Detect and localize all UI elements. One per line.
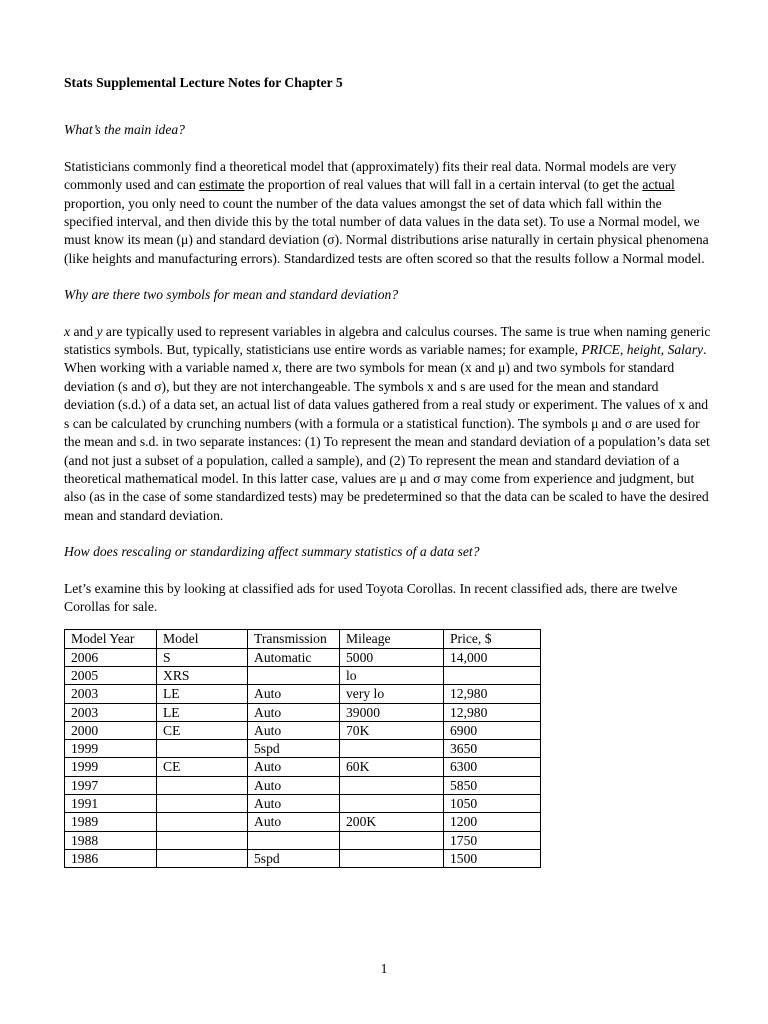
table-cell: 1988 bbox=[65, 831, 157, 849]
table-cell bbox=[444, 666, 541, 684]
table-row bbox=[65, 740, 541, 758]
question-two-symbols: Why are there two symbols for mean and standard deviation? bbox=[64, 287, 399, 303]
table-cell bbox=[340, 795, 444, 813]
table-row bbox=[65, 721, 541, 739]
table-cell: very lo bbox=[340, 685, 444, 703]
table-cell bbox=[157, 831, 248, 849]
header-model: Model bbox=[157, 630, 248, 648]
header-transmission: Transmission bbox=[248, 630, 340, 648]
table-cell: CE bbox=[157, 721, 248, 739]
table-cell bbox=[157, 813, 248, 831]
table-cell: Auto bbox=[248, 795, 340, 813]
table-row bbox=[65, 776, 541, 794]
table-cell: 6900 bbox=[444, 721, 541, 739]
table-row bbox=[65, 685, 541, 703]
table-cell: 2006 bbox=[65, 648, 157, 666]
table-row bbox=[65, 795, 541, 813]
table-cell: 12,980 bbox=[444, 703, 541, 721]
table-cell bbox=[248, 831, 340, 849]
table-cell: 1997 bbox=[65, 776, 157, 794]
table-cell: 200K bbox=[340, 813, 444, 831]
table-cell: 1991 bbox=[65, 795, 157, 813]
page-number: 1 bbox=[380, 961, 388, 976]
table-row bbox=[65, 758, 541, 776]
table-cell: 70K bbox=[340, 721, 444, 739]
table-cell bbox=[157, 849, 248, 867]
table-cell: LE bbox=[157, 685, 248, 703]
table-cell: XRS bbox=[157, 666, 248, 684]
table-cell: 14,000 bbox=[444, 648, 541, 666]
table-cell: CE bbox=[157, 758, 248, 776]
table-cell: 1999 bbox=[65, 758, 157, 776]
table-cell: 39000 bbox=[340, 703, 444, 721]
table-cell bbox=[157, 795, 248, 813]
question-main-idea: What’s the main idea? bbox=[64, 122, 185, 138]
table-cell: 5000 bbox=[340, 648, 444, 666]
header-mileage: Mileage bbox=[340, 630, 444, 648]
table-row bbox=[65, 813, 541, 831]
header-model-year: Model Year bbox=[65, 630, 157, 648]
table-cell: S bbox=[157, 648, 248, 666]
table-cell: Auto bbox=[248, 685, 340, 703]
table-cell: Auto bbox=[248, 813, 340, 831]
table-cell: 6300 bbox=[444, 758, 541, 776]
corolla-table bbox=[64, 629, 541, 868]
document-page bbox=[64, 74, 712, 868]
table-cell: lo bbox=[340, 666, 444, 684]
table-cell: 60K bbox=[340, 758, 444, 776]
table-cell: 12,980 bbox=[444, 685, 541, 703]
table-cell: 1999 bbox=[65, 740, 157, 758]
table-cell: Auto bbox=[248, 758, 340, 776]
table-cell: 5spd bbox=[248, 740, 340, 758]
table-cell: 1500 bbox=[444, 849, 541, 867]
table-cell: 5spd bbox=[248, 849, 340, 867]
table-cell bbox=[157, 776, 248, 794]
table-cell bbox=[340, 849, 444, 867]
table-cell: Auto bbox=[248, 703, 340, 721]
table-cell: 3650 bbox=[444, 740, 541, 758]
table-cell: 2005 bbox=[65, 666, 157, 684]
table-header-row bbox=[65, 630, 541, 648]
table-cell bbox=[340, 776, 444, 794]
table-cell: 2000 bbox=[65, 721, 157, 739]
table-cell: Auto bbox=[248, 776, 340, 794]
header-price: Price, $ bbox=[444, 630, 541, 648]
paragraph-corollas: Let’s examine this by looking at classified ads for used Toyota Corollas. In recent classified ads, there are twelve Corollas for sale. bbox=[64, 580, 678, 614]
paragraph-two-symbols: x and y are typically used to represent variables in algebra and calculus courses. The same is true when naming generic statistics symbols. But, typically, statisticians use entire words as variable names; for example, PRICE, height, Salary. When working with a variable named x, there are two symbols for mean (x and μ) and two symbols for standard deviation (s and σ), but they are not interchangeable. The symbols x and s are used for the mean and standard deviation (s.d.) of a data set, an actual list of data values gathered from a real study or experiment. The values of x and s can be calculated by crunching numbers (with a formula or a statistical function). The symbols μ and σ are used for the mean and s.d. in two separate instances: (1) To represent the mean and standard deviation of a population’s data set (and not just a subset of a population, called a sample), and (2) To represent the mean and standard deviation of a theoretical mathematical model. In this latter case, values are μ and σ may come from experience and judgment, but also (as in the case of some standardized tests) may be predetermined so that the data can be scaled to have the desired mean and standard deviation. bbox=[64, 323, 711, 523]
table-cell: 1750 bbox=[444, 831, 541, 849]
paragraph-main-idea: Statisticians commonly find a theoretical model that (approximately) fits their real data. Normal models are very commonly used and can estimate the proportion of real values that will fall in a certain interval (to get the actual proportion, you only need to count the number of the data values amongst the set of data which fall within the specified interval, and then divide this by the total number of data values in the data set). To use a Normal model, we must know its mean (μ) and standard deviation (σ). Normal distributions arise naturally in certain physical phenomena (like heights and manufacturing errors). Standardized tests are often scored so that the results follow a Normal model. bbox=[64, 158, 709, 266]
table-row bbox=[65, 648, 541, 666]
table-cell: 2003 bbox=[65, 703, 157, 721]
question-rescaling: How does rescaling or standardizing affect summary statistics of a data set? bbox=[64, 544, 480, 560]
table-row bbox=[65, 666, 541, 684]
table-row bbox=[65, 849, 541, 867]
table-cell: 1050 bbox=[444, 795, 541, 813]
table-cell bbox=[340, 740, 444, 758]
table-cell: LE bbox=[157, 703, 248, 721]
table-cell: 5850 bbox=[444, 776, 541, 794]
table-cell bbox=[157, 740, 248, 758]
table-cell bbox=[248, 666, 340, 684]
table-cell: 2003 bbox=[65, 685, 157, 703]
table-cell: 1989 bbox=[65, 813, 157, 831]
table-cell: 1986 bbox=[65, 849, 157, 867]
table-row bbox=[65, 703, 541, 721]
table-cell: Auto bbox=[248, 721, 340, 739]
table-row bbox=[65, 831, 541, 849]
table-cell bbox=[340, 831, 444, 849]
document-title: Stats Supplemental Lecture Notes for Chapter 5 bbox=[64, 75, 343, 90]
table-cell: 1200 bbox=[444, 813, 541, 831]
table-cell: Automatic bbox=[248, 648, 340, 666]
